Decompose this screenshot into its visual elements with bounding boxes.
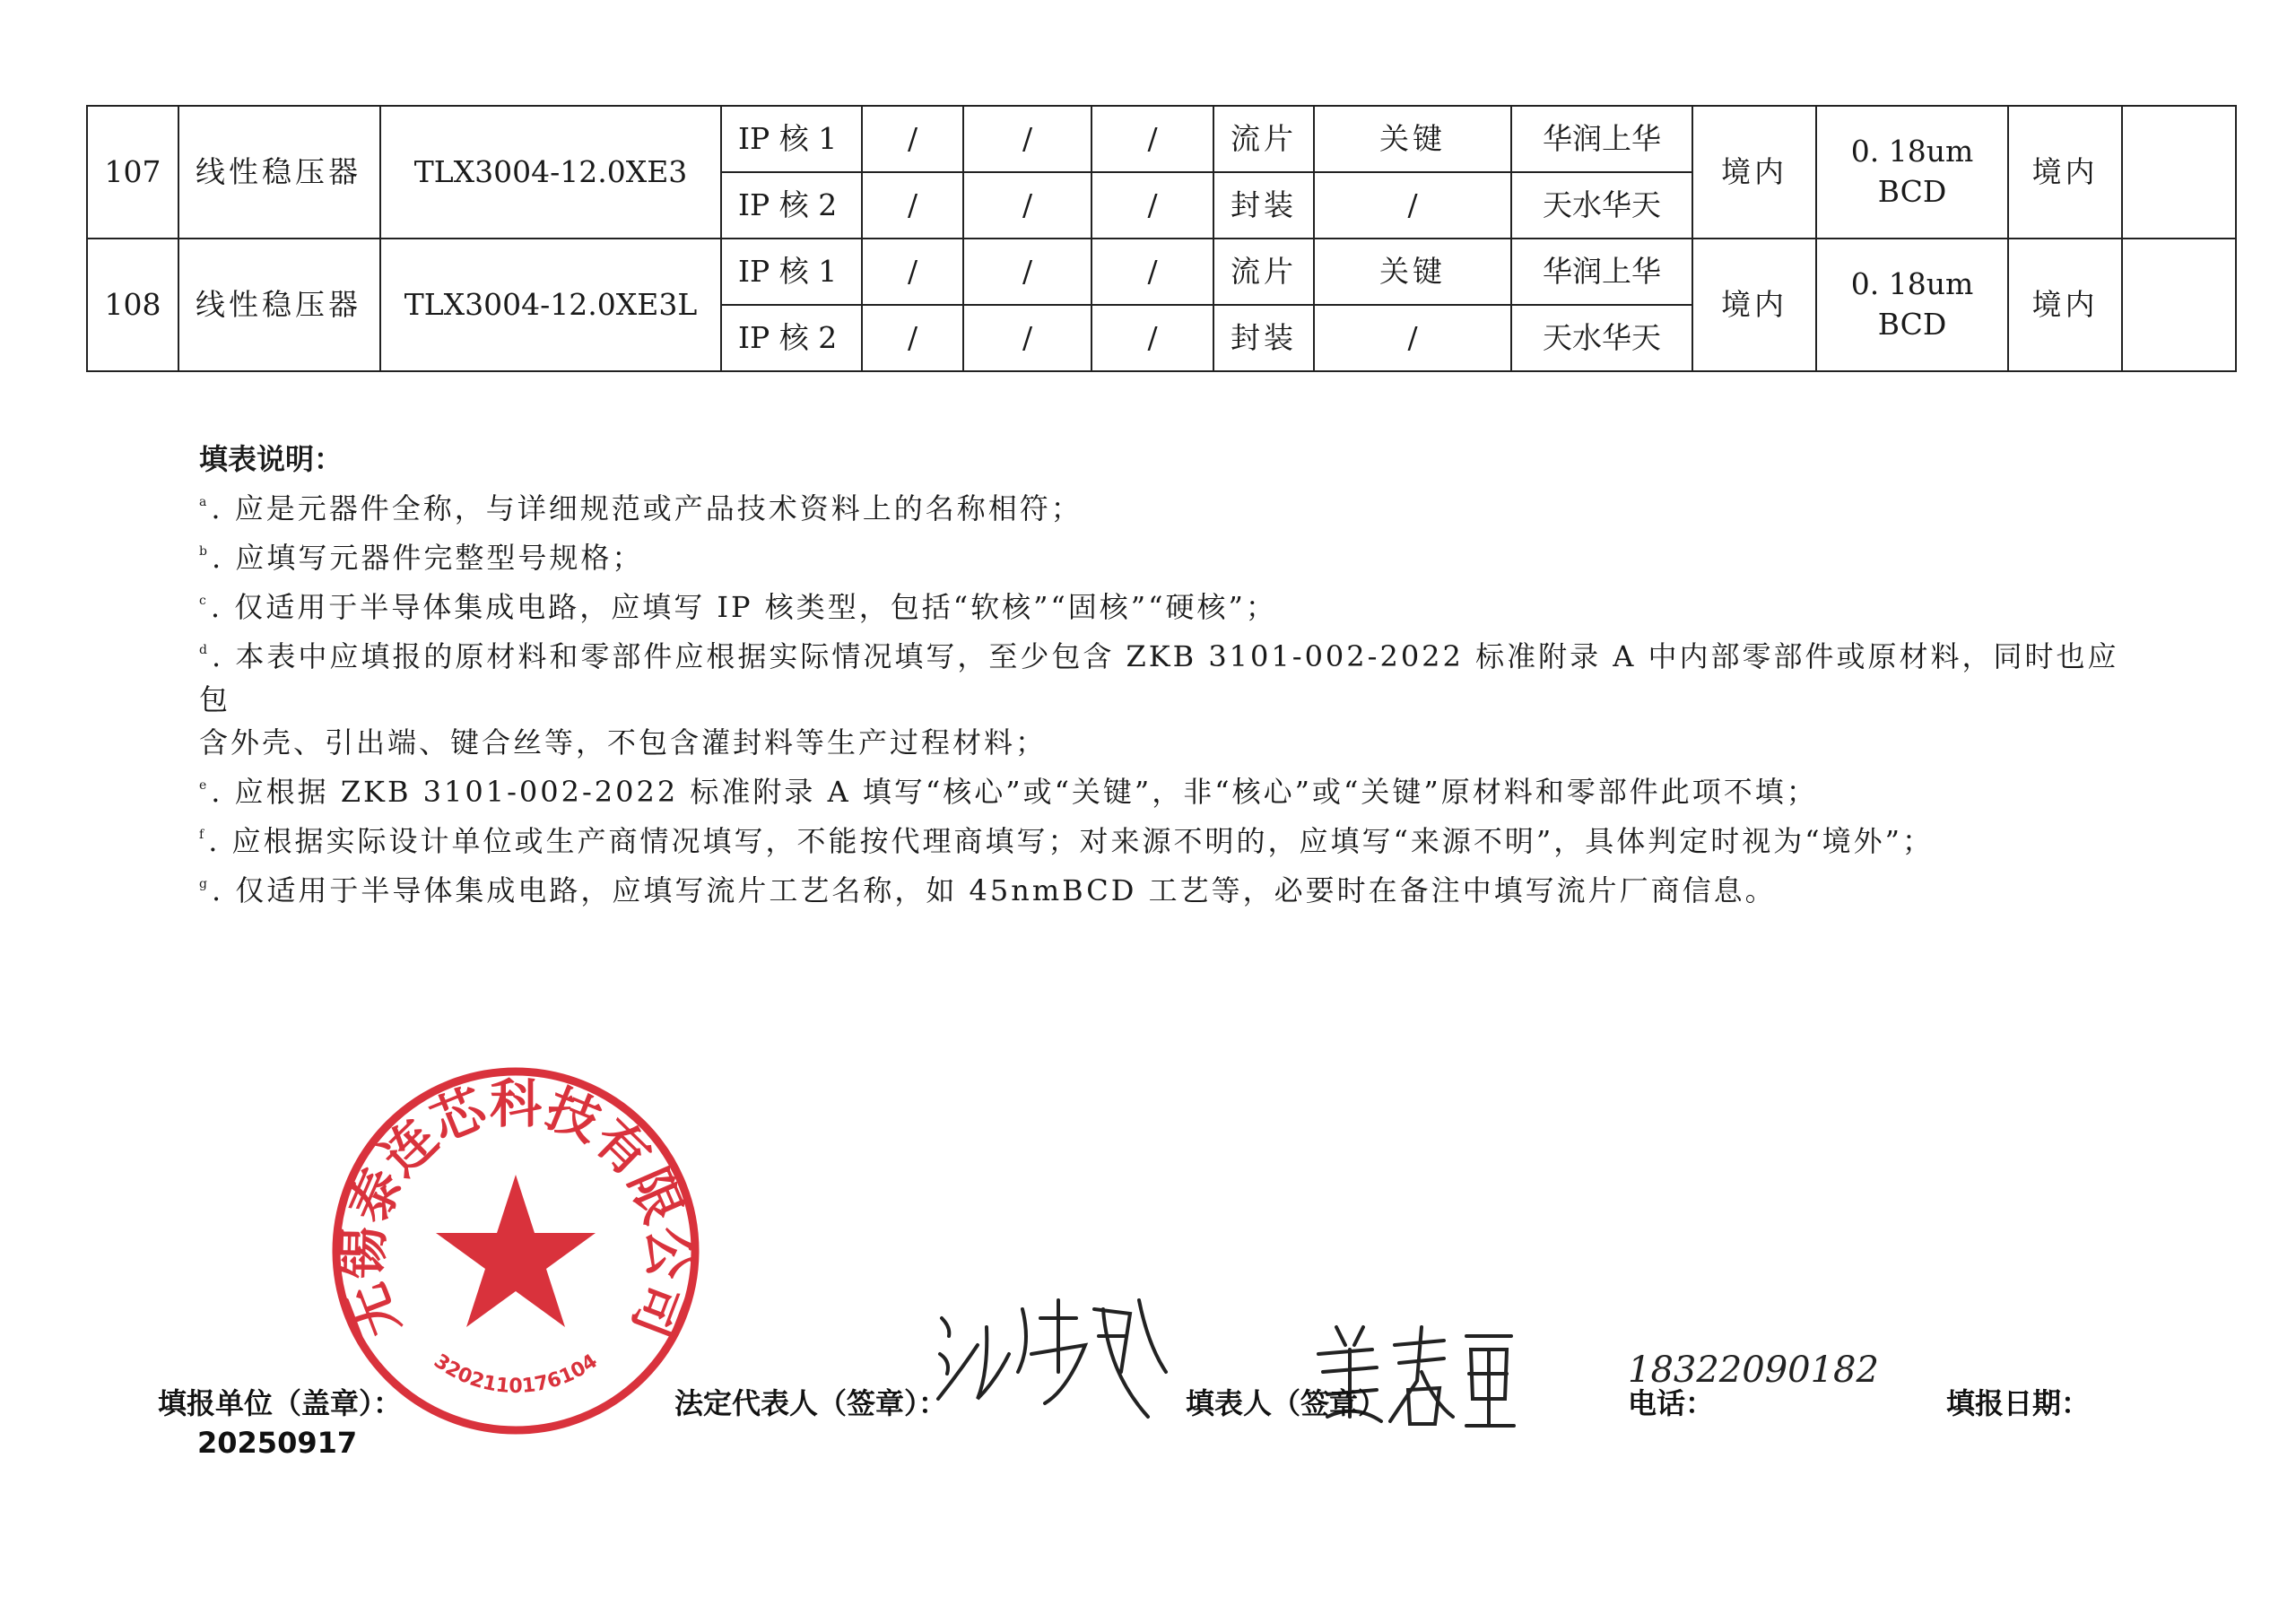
legal-rep-signature [924, 1291, 1175, 1426]
footnote-mark: g [199, 877, 210, 891]
instruction-line [199, 764, 2127, 813]
instruction-line [199, 813, 2127, 863]
vendor: 华润上华 [1511, 106, 1692, 172]
cell-slash: / [862, 106, 963, 172]
importance: / [1314, 172, 1511, 239]
filling-instructions [199, 438, 2127, 912]
cell-slash: / [862, 239, 963, 305]
ip-core-type: IP 核 2 [721, 305, 862, 371]
instruction-line [199, 579, 2127, 629]
phone-label: 电话： [1628, 1386, 1715, 1420]
table-row [87, 239, 2236, 305]
cell-slash: / [963, 305, 1091, 371]
instructions-title: 填表说明： [199, 442, 344, 476]
reporting-unit-label: 填报单位（盖章）： [158, 1386, 403, 1420]
process-origin: 境内 [2008, 239, 2122, 371]
model-number: TLX3004-12.0XE3 [380, 106, 721, 239]
ip-core-type: IP 核 2 [721, 172, 862, 239]
footnote-mark: b [199, 544, 210, 559]
material-stage: 封装 [1213, 172, 1314, 239]
model-number: TLX3004-12.0XE3L [380, 239, 721, 371]
importance: / [1314, 305, 1511, 371]
date-value: 20250917 [197, 1426, 358, 1460]
instruction-line [199, 530, 2127, 579]
vendor-origin: 境内 [1692, 239, 1816, 371]
cell-slash: / [1091, 239, 1213, 305]
instruction-text: . 应是元器件全称，与详细规范或产品技术资料上的名称相符； [211, 491, 1083, 525]
instruction-line [199, 481, 2127, 530]
remark [2122, 106, 2236, 239]
cell-slash: / [963, 106, 1091, 172]
instruction-text: . 应根据实际设计单位或生产商情况填写，不能按代理商填写；对来源不明的，应填写“来源不明”，具体判定时视为“境外”； [208, 824, 1934, 858]
cell-slash: / [1091, 305, 1213, 371]
vendor: 华润上华 [1511, 239, 1692, 305]
instruction-text: . 本表中应填报的原材料和零部件应根据实际情况填写，至少包含 ZKB 3101-002-2022 标准附录 A 中内部零部件或原材料，同时也应包 [199, 639, 2119, 716]
remark [2122, 239, 2236, 371]
row-number: 108 [87, 239, 178, 371]
cell-slash: / [963, 172, 1091, 239]
cell-slash: / [862, 172, 963, 239]
ip-core-type: IP 核 1 [721, 106, 862, 172]
component-name: 线性稳压器 [178, 239, 380, 371]
importance: 关键 [1314, 106, 1511, 172]
component-name: 线性稳压器 [178, 106, 380, 239]
instruction-text: . 应填写元器件完整型号规格； [211, 541, 644, 575]
filler-label: 填表人（签章） [1186, 1386, 1387, 1420]
process-name: 0. 18um BCD [1816, 239, 2008, 371]
ip-core-type: IP 核 1 [721, 239, 862, 305]
star-icon [436, 1175, 596, 1327]
row-number: 107 [87, 106, 178, 239]
seal-code-text: 3202110176104 [429, 1350, 603, 1398]
vendor: 天水华天 [1511, 305, 1692, 371]
instruction-text: 含外壳、引出端、键合丝等，不包含灌封料等生产过程材料； [199, 725, 1048, 759]
importance: 关键 [1314, 239, 1511, 305]
cell-slash: / [1091, 106, 1213, 172]
cell-slash: / [1091, 172, 1213, 239]
instruction-line [199, 721, 2127, 764]
vendor: 天水华天 [1511, 172, 1692, 239]
footnote-mark: a [199, 495, 210, 509]
handwritten-phone: 18322090182 [1628, 1350, 1879, 1391]
material-stage: 流片 [1213, 106, 1314, 172]
footnote-mark: d [199, 643, 210, 657]
instruction-text: . 仅适用于半导体集成电路，应填写 IP 核类型，包括“软核”“固核”“硬核”； [210, 590, 1277, 624]
instruction-text: . 应根据 ZKB 3101-002-2022 标准附录 A 填写“核心”或“关键”，非“核心”或“关键”原材料和零部件此项不填； [211, 775, 1818, 809]
component-table [86, 105, 2237, 372]
report-date-label: 填报日期： [1946, 1386, 2091, 1420]
footnote-mark: c [199, 594, 209, 608]
material-stage: 流片 [1213, 239, 1314, 305]
seal-company-text: 无锡泰连芯科技有限公司 [332, 1073, 700, 1346]
footnote-mark: e [199, 778, 210, 793]
cell-slash: / [862, 305, 963, 371]
instruction-line [199, 629, 2127, 721]
cell-slash: / [963, 239, 1091, 305]
instruction-line [199, 863, 2127, 912]
legal-rep-label: 法定代表人（签章）： [674, 1386, 948, 1420]
table-row [87, 106, 2236, 172]
vendor-origin: 境内 [1692, 106, 1816, 239]
process-name: 0. 18um BCD [1816, 106, 2008, 239]
instruction-text: . 仅适用于半导体集成电路，应填写流片工艺名称，如 45nmBCD 工艺等，必要时在备注中填写流片厂商信息。 [211, 873, 1777, 907]
process-origin: 境内 [2008, 106, 2122, 239]
footnote-mark: f [199, 828, 207, 842]
material-stage: 封装 [1213, 305, 1314, 371]
